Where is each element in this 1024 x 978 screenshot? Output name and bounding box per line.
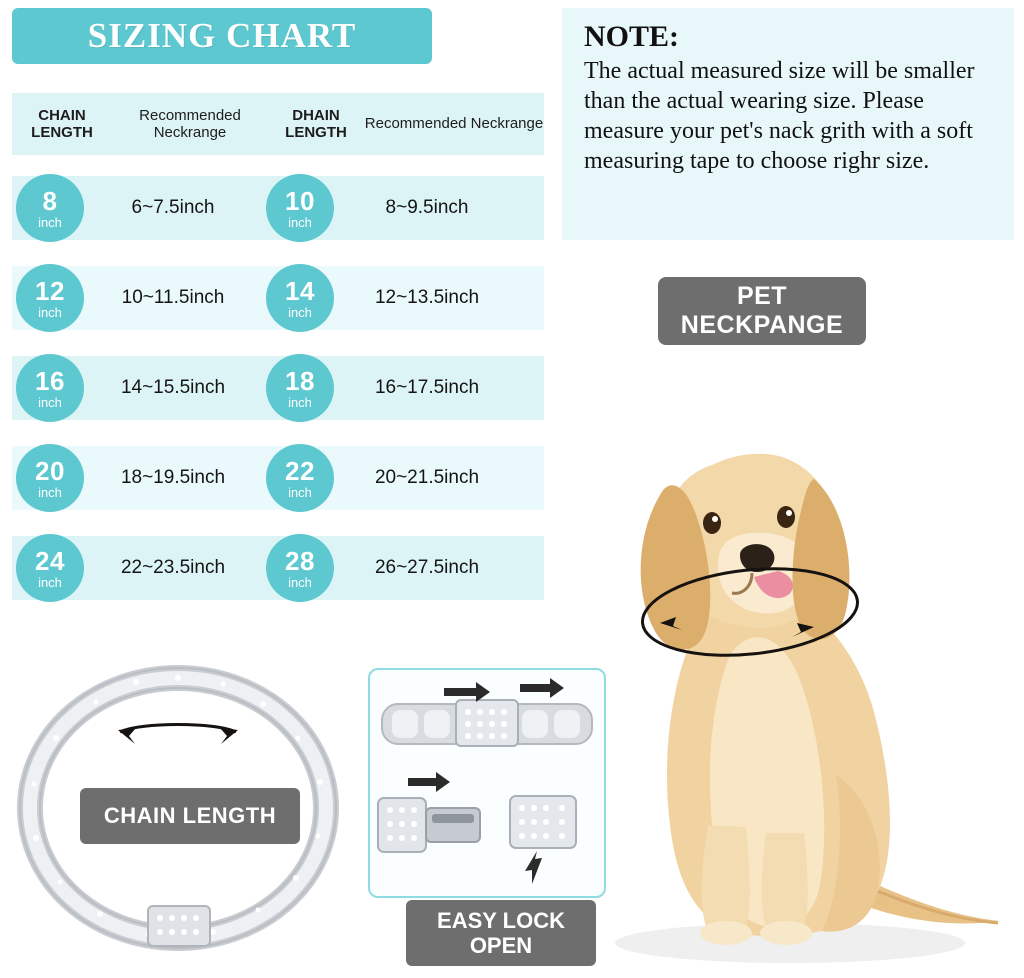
neckrange-right: 8~9.5inch	[385, 197, 469, 218]
table-header-row	[12, 93, 544, 155]
size-bubble-left-unit: inch	[38, 484, 62, 500]
neckrange-right: 26~27.5inch	[374, 557, 480, 578]
size-bubble-right-unit: inch	[288, 394, 312, 410]
neckrange-left: 18~19.5inch	[120, 467, 226, 488]
column-header-chain-length	[12, 107, 112, 142]
size-bubble-left-number: 16	[35, 365, 65, 396]
size-bubble-left-number: 20	[35, 455, 65, 486]
page-title: SIZING CHART	[87, 16, 357, 55]
table-row	[12, 536, 544, 600]
size-bubble-left	[16, 264, 84, 332]
chain-length-diagram	[8, 660, 358, 973]
size-bubble-right	[266, 174, 334, 242]
size-bubble-left	[16, 354, 84, 422]
size-bubble-left	[16, 444, 84, 512]
table-row	[12, 356, 544, 420]
column-header-recommended-neckrange-2-text: Recommended Neckrange	[364, 115, 544, 133]
column-header-recommended-neckrange-1-text: Recommended Neckrange	[139, 106, 241, 141]
size-bubble-right	[266, 534, 334, 602]
size-bubble-right	[266, 354, 334, 422]
size-bubble-left-unit: inch	[38, 304, 62, 320]
size-bubble-right	[266, 264, 334, 332]
sizing-chart-title-banner	[12, 8, 432, 64]
size-bubble-left-number: 8	[42, 185, 58, 216]
size-bubble-left-unit: inch	[38, 214, 62, 230]
chain-lock-icon	[370, 670, 604, 896]
neckrange-left: 6~7.5inch	[131, 197, 215, 218]
column-header-chain-length-text: CHAIN LENGTH	[31, 106, 93, 141]
size-bubble-right-unit: inch	[288, 214, 312, 230]
neckrange-left: 10~11.5inch	[121, 287, 225, 308]
size-bubble-left-unit: inch	[38, 574, 62, 590]
column-header-recommended-neckrange-1	[112, 107, 268, 142]
size-bubble-right-unit: inch	[288, 484, 312, 500]
size-bubble-right-number: 22	[285, 455, 315, 486]
neckrange-right: 12~13.5inch	[374, 287, 480, 308]
neckrange-left: 22~23.5inch	[120, 557, 226, 578]
size-bubble-left-unit: inch	[38, 394, 62, 410]
easy-lock-diagram	[368, 668, 624, 973]
chain-length-label: CHAIN LENGTH	[80, 788, 300, 844]
note-title: NOTE:	[584, 20, 680, 53]
neckrange-right: 16~17.5inch	[374, 377, 480, 398]
size-bubble-right-number: 18	[285, 365, 315, 396]
size-bubble-left-number: 24	[35, 545, 65, 576]
golden-retriever-puppy-photo	[600, 355, 1024, 973]
size-bubble-left	[16, 534, 84, 602]
size-bubble-right-unit: inch	[288, 304, 312, 320]
table-row	[12, 176, 544, 240]
column-header-recommended-neckrange-2	[364, 115, 544, 132]
easy-lock-label: EASY LOCK OPEN	[406, 900, 596, 966]
table-row	[12, 446, 544, 510]
note-box	[562, 8, 1014, 240]
size-bubble-left	[16, 174, 84, 242]
pet-neckrange-label: PET NECKPANGE	[658, 277, 866, 345]
size-bubble-right-number: 14	[285, 275, 315, 306]
size-bubble-right-number: 28	[285, 545, 315, 576]
neckrange-left: 14~15.5inch	[120, 377, 226, 398]
table-row	[12, 266, 544, 330]
column-header-dhain-length-text: DHAIN LENGTH	[285, 106, 347, 141]
dog-illustration-icon	[600, 355, 1024, 973]
size-bubble-left-number: 12	[35, 275, 65, 306]
lock-diagram-frame	[368, 668, 606, 898]
size-bubble-right-number: 10	[285, 185, 315, 216]
note-body: The actual measured size will be smaller than the actual wearing size. Please measure your pet's nack grith with a soft measuring tape to choose righr size.	[584, 58, 975, 174]
size-bubble-right-unit: inch	[288, 574, 312, 590]
neckrange-right: 20~21.5inch	[374, 467, 480, 488]
column-header-dhain-length	[268, 107, 364, 142]
size-bubble-right	[266, 444, 334, 512]
